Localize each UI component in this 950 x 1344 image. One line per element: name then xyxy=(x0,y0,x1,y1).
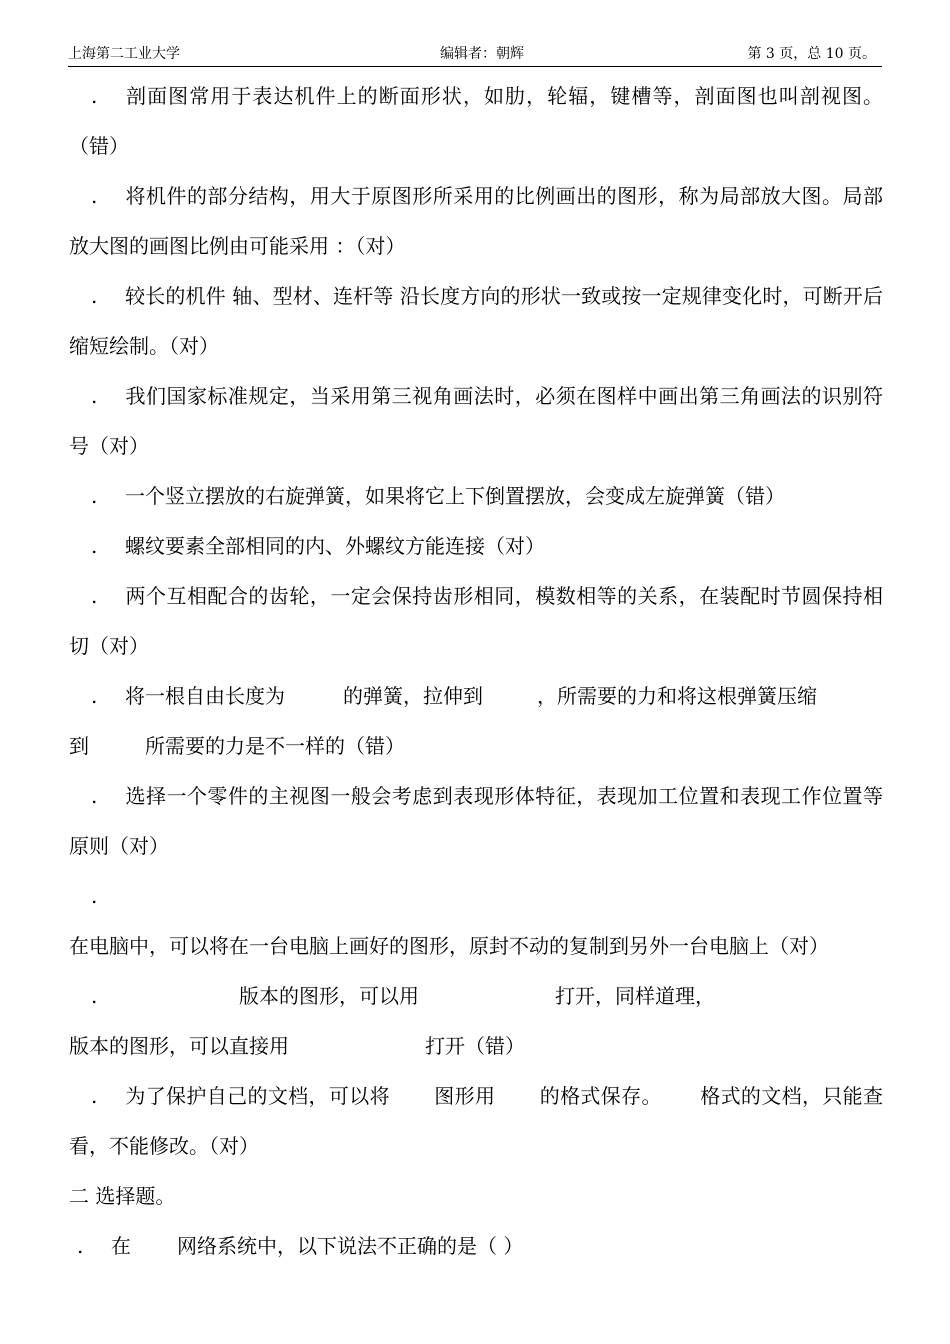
tf-item-spring xyxy=(69,671,883,771)
item-bullet: . xyxy=(91,584,98,608)
header-page-number: 第 3 页，总 10 页。 xyxy=(747,46,876,62)
item-text-part: 打开，同样道理， xyxy=(555,984,715,1008)
item-text: 一个竖立摆放的右旋弹簧，如果将它上下倒置摆放，会变成左旋弹簧（错） xyxy=(125,484,785,508)
item-text-part: 的弹簧，拉伸到 xyxy=(343,684,483,708)
document-body xyxy=(69,71,883,1271)
item-bullet: . xyxy=(91,84,98,108)
tf-item-protect xyxy=(69,1071,883,1171)
item-text-part: 所需要的力是不一样的（错） xyxy=(145,734,405,758)
tf-item-version xyxy=(69,971,883,1071)
page-header xyxy=(68,44,882,67)
item-bullet: . xyxy=(91,1084,98,1108)
tf-item xyxy=(69,471,883,521)
item-text: 我们国家标准规定，当采用第三视角画法时，必须在图样中画出第三角画法的识别符号（对） xyxy=(69,384,883,458)
tf-item xyxy=(69,371,883,471)
tf-item xyxy=(69,521,883,571)
tf-item xyxy=(69,171,883,271)
item-text: 两个互相配合的齿轮，一定会保持齿形相同，模数相等的关系，在装配时节圆保持相切（对） xyxy=(69,584,883,658)
tf-item xyxy=(69,571,883,671)
item-text-part: ，所需要的力和将这根弹簧压缩 xyxy=(537,684,817,708)
item-text-part: 网络系统中，以下说法不正确的是（ ） xyxy=(177,1234,524,1258)
item-bullet: . xyxy=(91,984,98,1008)
item-text: 将机件的部分结构，用大于原图形所采用的比例画出的图形，称为局部放大图。局部放大图的画图比例由可能采用 ：（对） xyxy=(69,184,883,258)
item-text-part: 图形用 xyxy=(433,1084,496,1108)
item-bullet: . xyxy=(91,534,98,558)
item-bullet: . xyxy=(91,284,98,308)
item-bullet: . xyxy=(91,384,98,408)
item-bullet: . xyxy=(91,684,98,708)
item-text-part: 打开（错） xyxy=(425,1034,525,1058)
item-text-part: 格式的文档，只能查看，不能修改。（对） xyxy=(69,1084,884,1158)
tf-item xyxy=(69,71,883,171)
header-school: 上海第二工业大学 xyxy=(68,46,180,62)
item-text-part: 的格式保存。 xyxy=(539,1084,662,1108)
item-text: 选择一个零件的主视图一般会考虑到表现形体特征，表现加工位置和表现工作位置等原则（对） xyxy=(69,784,883,858)
item-bullet: . xyxy=(91,884,98,908)
tf-item xyxy=(69,871,883,971)
item-bullet: . xyxy=(91,184,98,208)
item-text-part: 将一根自由长度为 xyxy=(125,684,285,708)
tf-item xyxy=(69,271,883,371)
header-editor: 编辑者：朝辉 xyxy=(440,46,524,62)
item-text-part: 到 xyxy=(69,734,89,758)
choice-question xyxy=(69,1221,883,1271)
item-text-part: 版本的图形，可以用 xyxy=(239,984,419,1008)
item-text-part: 版本的图形，可以直接用 xyxy=(69,1034,289,1058)
section-heading: 二 选择题。 xyxy=(69,1184,176,1208)
item-text: 螺纹要素全部相同的内、外螺纹方能连接（对） xyxy=(125,534,545,558)
item-text: 在电脑中，可以将在一台电脑上画好的图形，原封不动的复制到另外一台电脑上（对） xyxy=(69,934,829,958)
item-bullet: . xyxy=(91,484,98,508)
item-text-part: 为了保护自己的文档，可以将 xyxy=(125,1084,390,1108)
item-bullet: . xyxy=(77,1234,84,1258)
item-bullet: . xyxy=(91,784,98,808)
item-text: 剖面图常用于表达机件上的断面形状，如肋，轮辐，键槽等，剖面图也叫剖视图。（错） xyxy=(69,84,883,158)
item-text-part: 在 xyxy=(111,1234,131,1258)
item-text: 较长的机件 轴、型材、连杆等 沿长度方向的形状一致或按一定规律变化时，可断开后缩短绘制。（对） xyxy=(69,284,883,358)
tf-item xyxy=(69,771,883,871)
